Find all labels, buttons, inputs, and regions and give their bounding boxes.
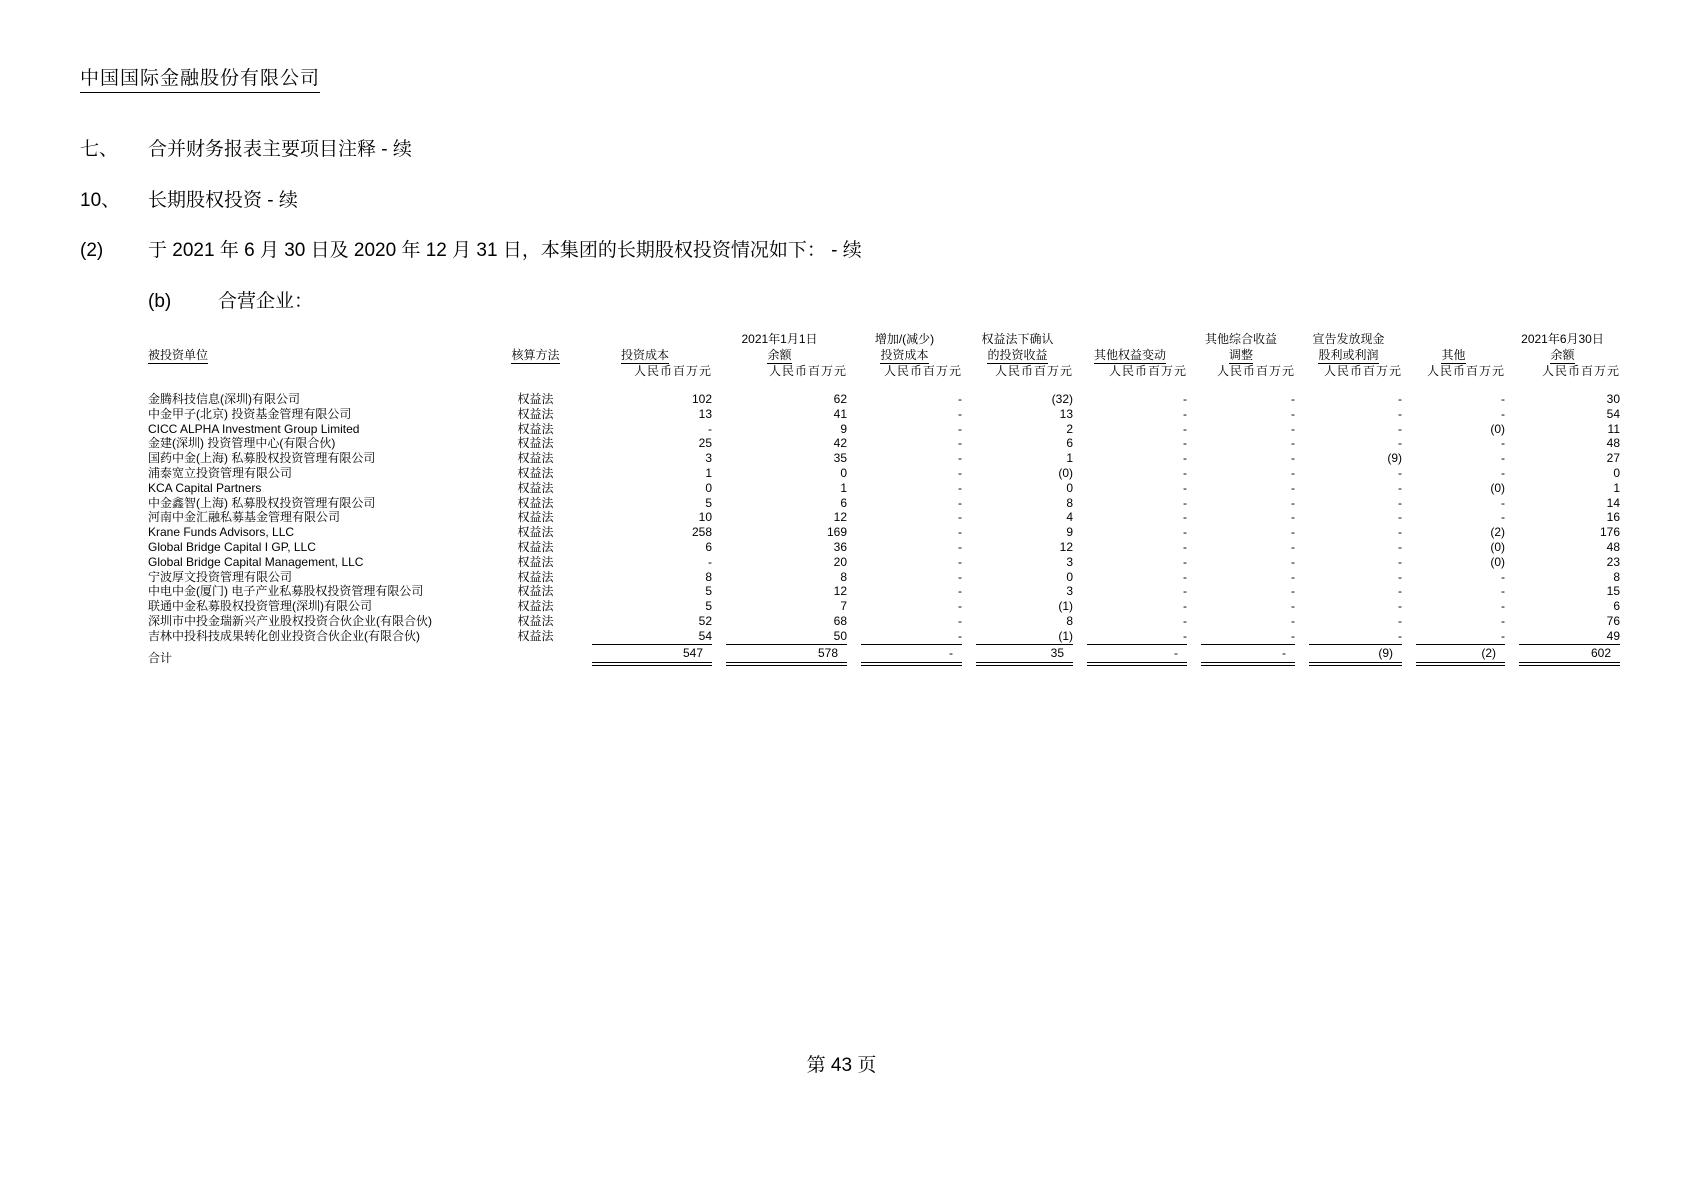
value-cell: 6 (705, 539, 712, 554)
value-cell: - (958, 392, 962, 406)
accounting-method: 权益法 (517, 495, 554, 510)
table-body (148, 379, 1620, 666)
accounting-method: 权益法 (517, 406, 554, 421)
value-cell: (32) (1051, 392, 1073, 406)
column-header-7: 其他权益变动 人民币百万元 (1093, 348, 1187, 378)
company-title: 中国国际金融股份有限公司 (80, 68, 320, 93)
value-cell: 8 (1066, 495, 1073, 510)
value-cell: 49 (1606, 628, 1620, 643)
value-cell: - (958, 451, 962, 466)
value-cell: - (1183, 525, 1187, 540)
value-cell: - (958, 613, 962, 628)
value-cell: - (958, 525, 962, 540)
value-cell: 15 (1606, 584, 1620, 599)
table-row (148, 496, 1620, 511)
total-value-cell: (2) (1402, 644, 1505, 666)
value-cell: - (1398, 392, 1402, 406)
investee-name: KCA Capital Partners (148, 480, 262, 495)
value-cell: 13 (698, 406, 712, 421)
value-cell: 1 (840, 480, 847, 495)
value-cell: - (1291, 525, 1295, 540)
value-cell: - (1291, 392, 1295, 406)
value-cell: (0) (1058, 465, 1073, 480)
value-cell: - (958, 554, 962, 569)
value-cell: 68 (833, 613, 847, 628)
value-cell: - (1501, 451, 1505, 466)
accounting-method: 权益法 (517, 480, 554, 495)
value-cell: - (1183, 392, 1187, 406)
value-cell: - (958, 421, 962, 436)
value-cell: - (708, 421, 712, 436)
subsection-number: 10、 (80, 190, 121, 211)
value-cell: - (1398, 495, 1402, 510)
value-cell: - (1398, 480, 1402, 495)
accounting-method: 权益法 (517, 436, 554, 451)
value-cell: - (1398, 628, 1402, 643)
accounting-method: 权益法 (517, 599, 554, 614)
table-header (148, 331, 1620, 379)
value-cell: - (1501, 406, 1505, 421)
investee-name: 中金甲子(北京) 投资基金管理有限公司 (148, 406, 352, 421)
investee-name: 河南中金汇融私募基金管理有限公司 (148, 510, 341, 525)
joint-ventures-table (148, 331, 1620, 666)
value-cell: 12 (833, 584, 847, 599)
value-cell: - (1501, 628, 1505, 643)
value-cell: - (1291, 451, 1295, 466)
total-value-cell: 547 (578, 644, 712, 666)
column-header-5: 增加/(减少) 投资成本 人民币百万元 (874, 332, 962, 378)
investee-name: 中电中金(厦门) 电子产业私募股权投资管理有限公司 (148, 584, 424, 599)
value-cell: 6 (1066, 436, 1073, 451)
value-cell: 8 (1613, 569, 1620, 584)
value-cell: 52 (698, 613, 712, 628)
value-cell: - (1398, 525, 1402, 540)
value-cell: - (1183, 599, 1187, 614)
accounting-method: 权益法 (517, 510, 554, 525)
value-cell: - (1398, 554, 1402, 569)
value-cell: - (1398, 465, 1402, 480)
value-cell: (9) (1387, 451, 1402, 466)
value-cell: 30 (1606, 392, 1620, 406)
value-cell: 0 (705, 480, 712, 495)
value-cell: 5 (705, 584, 712, 599)
page-number: 第 43 页 (806, 1055, 877, 1076)
investee-name: 中金鑫智(上海) 私募股权投资管理有限公司 (148, 495, 376, 510)
sub-item-title: 合营企业： (218, 291, 314, 312)
total-value-cell: - (847, 644, 962, 666)
column-header-9: 宣告发放现金 股利或利润 人民币百万元 (1312, 332, 1402, 378)
value-cell: - (958, 480, 962, 495)
investee-name: Global Bridge Capital Management, LLC (148, 554, 364, 569)
value-cell: - (1398, 539, 1402, 554)
total-value-cell: - (1187, 644, 1295, 666)
value-cell: - (1291, 539, 1295, 554)
total-value-cell: 578 (712, 644, 847, 666)
value-cell: - (1183, 569, 1187, 584)
table-row (148, 570, 1620, 585)
column-header-10: 其他 人民币百万元 (1426, 348, 1505, 378)
investee-name: Krane Funds Advisors, LLC (148, 525, 295, 540)
value-cell: - (1291, 613, 1295, 628)
investee-name: Global Bridge Capital I GP, LLC (148, 539, 316, 554)
value-cell: - (1398, 569, 1402, 584)
value-cell: 8 (705, 569, 712, 584)
value-cell: 41 (833, 406, 847, 421)
value-cell: 76 (1606, 613, 1620, 628)
value-cell: (0) (1490, 539, 1505, 554)
value-cell: - (1183, 436, 1187, 451)
subsection-title: 长期股权投资 - 续 (148, 190, 298, 211)
section-number: 七、 (80, 139, 119, 160)
value-cell: (0) (1490, 554, 1505, 569)
value-cell: - (1291, 495, 1295, 510)
item-number: (2) (80, 240, 104, 261)
value-cell: 6 (840, 495, 847, 510)
table-row (148, 407, 1620, 422)
accounting-method: 权益法 (517, 421, 554, 436)
value-cell: 27 (1606, 451, 1620, 466)
value-cell: 48 (1606, 539, 1620, 554)
value-cell: - (1183, 406, 1187, 421)
value-cell: - (958, 465, 962, 480)
investee-name: 深圳市中投金瑞新兴产业股权投资合伙企业(有限合伙) (148, 613, 432, 628)
value-cell: 0 (1066, 480, 1073, 495)
value-cell: - (1501, 436, 1505, 451)
value-cell: - (1291, 421, 1295, 436)
value-cell: - (1501, 510, 1505, 525)
value-cell: - (1183, 451, 1187, 466)
value-cell: 0 (1066, 569, 1073, 584)
accounting-method: 权益法 (517, 554, 554, 569)
value-cell: 50 (833, 628, 847, 643)
accounting-method: 权益法 (517, 451, 554, 466)
value-cell: - (1501, 569, 1505, 584)
accounting-method: 权益法 (517, 525, 554, 540)
value-cell: - (1501, 599, 1505, 614)
value-cell: - (1183, 480, 1187, 495)
value-cell: 0 (840, 465, 847, 480)
value-cell: - (1291, 569, 1295, 584)
value-cell: - (958, 436, 962, 451)
value-cell: 1 (705, 465, 712, 480)
value-cell: 23 (1606, 554, 1620, 569)
value-cell: - (1291, 584, 1295, 599)
column-header-3: 投资成本 人民币百万元 (620, 348, 712, 378)
accounting-method: 权益法 (517, 465, 554, 480)
value-cell: - (1501, 465, 1505, 480)
value-cell: 13 (1059, 406, 1073, 421)
value-cell: 54 (1606, 406, 1620, 421)
value-cell: - (708, 554, 712, 569)
accounting-method: 权益法 (517, 584, 554, 599)
table-row (148, 466, 1620, 481)
investee-name: 国药中金(上海) 私募股权投资管理有限公司 (148, 451, 376, 466)
value-cell: 14 (1606, 495, 1620, 510)
value-cell: - (1398, 584, 1402, 599)
total-value-cell: - (1073, 644, 1187, 666)
value-cell: 36 (833, 539, 847, 554)
value-cell: - (1398, 421, 1402, 436)
column-header-11: 2021年6月30日 余额 人民币百万元 (1521, 332, 1620, 378)
table-row (148, 422, 1620, 437)
value-cell: - (958, 406, 962, 421)
value-cell: - (1291, 480, 1295, 495)
value-cell: - (1398, 406, 1402, 421)
value-cell: 2 (1066, 421, 1073, 436)
value-cell: - (1183, 554, 1187, 569)
value-cell: (0) (1490, 480, 1505, 495)
value-cell: - (958, 495, 962, 510)
value-cell: - (1183, 495, 1187, 510)
investee-name: 金建(深圳) 投资管理中心(有限合伙) (148, 436, 336, 451)
value-cell: - (958, 599, 962, 614)
value-cell: - (958, 539, 962, 554)
value-cell: - (1183, 628, 1187, 643)
table-row (148, 481, 1620, 496)
value-cell: 54 (698, 628, 712, 643)
value-cell: - (1501, 495, 1505, 510)
value-cell: 176 (1599, 525, 1620, 540)
table-row (148, 629, 1620, 644)
investee-name: 联通中金私募股权投资管理(深圳)有限公司 (148, 599, 372, 614)
value-cell: 42 (833, 436, 847, 451)
value-cell: - (1183, 584, 1187, 599)
accounting-method: 权益法 (517, 569, 554, 584)
table-row (148, 379, 1620, 407)
value-cell: - (958, 569, 962, 584)
value-cell: 7 (840, 599, 847, 614)
value-cell: - (1398, 510, 1402, 525)
value-cell: - (1501, 392, 1505, 406)
value-cell: 20 (833, 554, 847, 569)
value-cell: 62 (833, 392, 847, 406)
total-value-cell: 602 (1505, 644, 1620, 666)
investee-name: CICC ALPHA Investment Group Limited (148, 421, 360, 436)
value-cell: 9 (840, 421, 847, 436)
table-row (148, 451, 1620, 466)
value-cell: - (1501, 584, 1505, 599)
value-cell: 48 (1606, 436, 1620, 451)
table-row (148, 510, 1620, 525)
value-cell: - (958, 584, 962, 599)
value-cell: (0) (1490, 421, 1505, 436)
value-cell: - (1291, 599, 1295, 614)
column-header-1: 被投资单位 (148, 348, 209, 362)
value-cell: - (1291, 554, 1295, 569)
value-cell: - (958, 510, 962, 525)
value-cell: 258 (691, 525, 712, 540)
value-cell: 9 (1066, 525, 1073, 540)
total-label: 合计 (148, 650, 173, 665)
value-cell: - (1183, 613, 1187, 628)
value-cell: 12 (833, 510, 847, 525)
value-cell: - (1398, 599, 1402, 614)
total-value-cell: 35 (962, 644, 1073, 666)
value-cell: - (1291, 465, 1295, 480)
value-cell: 169 (826, 525, 847, 540)
value-cell: 4 (1066, 510, 1073, 525)
investee-name: 金腾科技信息(深圳)有限公司 (148, 392, 300, 406)
value-cell: - (1183, 421, 1187, 436)
sub-item-heading (148, 291, 1683, 313)
table-row (148, 614, 1620, 629)
value-cell: 5 (705, 599, 712, 614)
accounting-method: 权益法 (517, 539, 554, 554)
item-heading (80, 240, 1683, 262)
section-title: 合并财务报表主要项目注释 - 续 (148, 139, 412, 160)
table-row (148, 436, 1620, 451)
table-row (148, 584, 1620, 599)
value-cell: 1 (1613, 480, 1620, 495)
value-cell: (1) (1058, 599, 1073, 614)
column-header-4: 2021年1月1日 余额 人民币百万元 (741, 332, 847, 378)
value-cell: 3 (705, 451, 712, 466)
value-cell: - (1501, 613, 1505, 628)
column-header-8: 其他综合收益 调整 人民币百万元 (1204, 332, 1295, 378)
accounting-method: 权益法 (517, 392, 554, 406)
value-cell: 0 (1613, 465, 1620, 480)
column-header-6: 权益法下确认 的投资收益 人民币百万元 (981, 332, 1073, 378)
table-row (148, 599, 1620, 614)
value-cell: 10 (698, 510, 712, 525)
table-row (148, 555, 1620, 570)
value-cell: 5 (705, 495, 712, 510)
section-heading (80, 139, 1683, 161)
value-cell: - (1398, 436, 1402, 451)
value-cell: (2) (1490, 525, 1505, 540)
value-cell: - (1183, 539, 1187, 554)
total-row (148, 644, 1620, 666)
value-cell: 12 (1059, 539, 1073, 554)
value-cell: 8 (840, 569, 847, 584)
value-cell: - (1183, 465, 1187, 480)
investee-name: 浦泰宽立投资管理有限公司 (148, 465, 293, 480)
value-cell: 6 (1613, 599, 1620, 614)
value-cell: - (958, 628, 962, 643)
accounting-method: 权益法 (517, 628, 554, 643)
value-cell: 25 (698, 436, 712, 451)
accounting-method: 权益法 (517, 613, 554, 628)
value-cell: 102 (691, 392, 712, 406)
value-cell: - (1291, 628, 1295, 643)
sub-item-number: (b) (148, 291, 172, 312)
value-cell: 8 (1066, 613, 1073, 628)
total-value-cell: (9) (1295, 644, 1402, 666)
value-cell: - (1291, 406, 1295, 421)
column-header-2: 核算方法 (511, 348, 560, 362)
value-cell: 1 (1066, 451, 1073, 466)
value-cell: - (1291, 510, 1295, 525)
table-row (148, 525, 1620, 540)
investee-name: 宁波厚文投资管理有限公司 (148, 569, 293, 584)
subsection-heading (80, 190, 1683, 212)
value-cell: - (1183, 510, 1187, 525)
value-cell: 3 (1066, 554, 1073, 569)
investee-name: 吉林中投科技成果转化创业投资合伙企业(有限合伙) (148, 628, 420, 643)
table-row (148, 540, 1620, 555)
value-cell: 11 (1607, 421, 1620, 436)
value-cell: - (1398, 613, 1402, 628)
value-cell: 3 (1066, 584, 1073, 599)
item-text: 于 2021 年 6 月 30 日及 2020 年 12 月 31 日，本集团的长期股权投资情况如下： - 续 (148, 240, 862, 261)
value-cell: 16 (1606, 510, 1620, 525)
value-cell: (1) (1058, 628, 1073, 643)
value-cell: - (1291, 436, 1295, 451)
value-cell: 35 (833, 451, 847, 466)
